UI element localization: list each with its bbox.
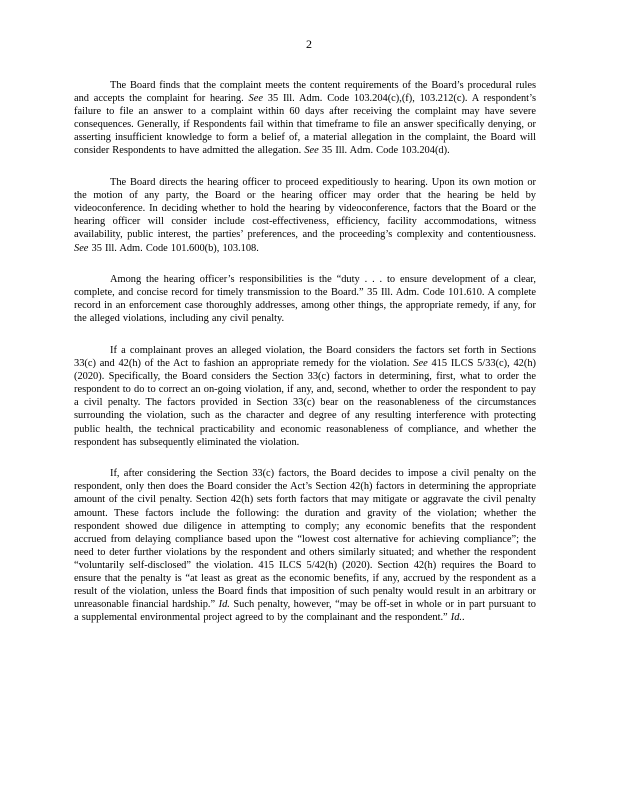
citation-signal: See xyxy=(74,242,89,254)
paragraph-text: If, after considering the Section 33(c) factors, the Board decides to impose a civil penalty on the respondent, only then does the Board consider the Act’s Section 42(h) factors in determining the appropriate amount of the civil penalty. Section 42(h) sets forth factors that may mitigate or aggravate the civil penalty amount. These factors include the following: the duration and gravity of the violation; whether the respondent showed due diligence in attempting to comply; any economic benefits that the respondent accrued from delaying compliance based upon the “lowest cost alternative for achieving compliance”; the need to deter further violations by the respondent and others similarly situated; and whether the respondent “voluntarily self-disclosed” the violation. 415 ILCS 5/42(h) (2020). Section 42(h) requires the Board to ensure that the penalty is “at least as great as the economic benefits, if any, accrued by the respondent as a result of the violation, unless the Board finds that imposition of such penalty would result in an arbitrary or unreasonable financial hardship.” xyxy=(74,468,536,611)
document-body xyxy=(74,79,536,643)
citation-signal: See xyxy=(304,145,319,157)
page-number: 2 xyxy=(306,37,312,51)
citation-signal: Id. xyxy=(450,612,463,624)
citation-signal: Id. xyxy=(218,599,230,611)
citation-signal: See xyxy=(248,93,263,105)
paragraph-text: 35 Ill. Adm. Code 103.204(d). xyxy=(318,145,450,157)
paragraph-text: The Board finds that the complaint meets the content requirements of the Board’s procedural rules and accepts the complaint for hearing. xyxy=(74,80,536,105)
final-period: . xyxy=(462,612,465,624)
paragraph-text: 415 ILCS 5/33(c), 42(h) (2020). Specifically, the Board considers the Section 33(c) factors in determining, first, what to order the respondent to do to correct an on-going violation, if any, and, second, whether to order the respondent to pay a civil penalty. The factors provided in Section 33(c) bear on the reasonableness of the circumstances surrounding the violation, such as the character and degree of any resulting interference with protecting public health, the technical practicability and economic reasonableness of compliance, and whether the respondent has subsequently eliminated the violation. xyxy=(74,358,536,448)
paragraph-text: Among the hearing officer’s responsibilities is the “duty . . . to ensure development of a clear, complete, and concise record for timely transmission to the Board.” 35 Ill. Adm. Code 101.610. A complete record in an enforcement case thoroughly addresses, among other things, the appropriate remedy, if any, for the alleged violations, including any civil penalty. xyxy=(74,274,536,325)
paragraph-complaint-acceptance xyxy=(74,79,536,158)
paragraph-section-42h-penalty xyxy=(74,467,536,624)
paragraph-text: Such penalty, however, “may be off-set in whole or in part pursuant to a supplemental environmental project agreed to by the complainant and the respondent.” xyxy=(74,599,537,624)
paragraph-hearing-officer-directive xyxy=(74,176,536,255)
paragraph-text: The Board directs the hearing officer to proceed expeditiously to hearing. Upon its own motion or the motion of any party, the Board or the hearing officer may order that the hearing be held by videoconference. In deciding whether to hold the hearing by videoconference, factors that the Board or the hearing officer will consider include cost-effectiveness, efficiency, facility accommodations, witness availability, public interest, the parties’ preferences, and the proceeding’s complexity and contentiousness. xyxy=(74,177,536,241)
paragraph-hearing-officer-duties xyxy=(74,273,536,325)
paragraph-section-33c-factors xyxy=(74,344,536,449)
paragraph-text: 35 Ill. Adm. Code 101.600(b), 103.108. xyxy=(88,242,259,254)
paragraph-text: If a complainant proves an alleged violation, the Board considers the factors set forth in Sections 33(c) and 42(h) of the Act to fashion an appropriate remedy for the violation. xyxy=(74,345,536,370)
paragraph-text: 35 Ill. Adm. Code 103.204(c),(f), 103.212(c). A respondent’s failure to file an answer to a complaint within 60 days after receiving the complaint may have severe consequences. Generally, if Respondents fail within that timeframe to file an answer specifically denying, or asserting insufficient knowledge to form a belief of, a material allegation in the complaint, the Board will consider Respondents to have admitted the allegation. xyxy=(74,93,537,157)
citation-signal: See xyxy=(413,358,428,370)
